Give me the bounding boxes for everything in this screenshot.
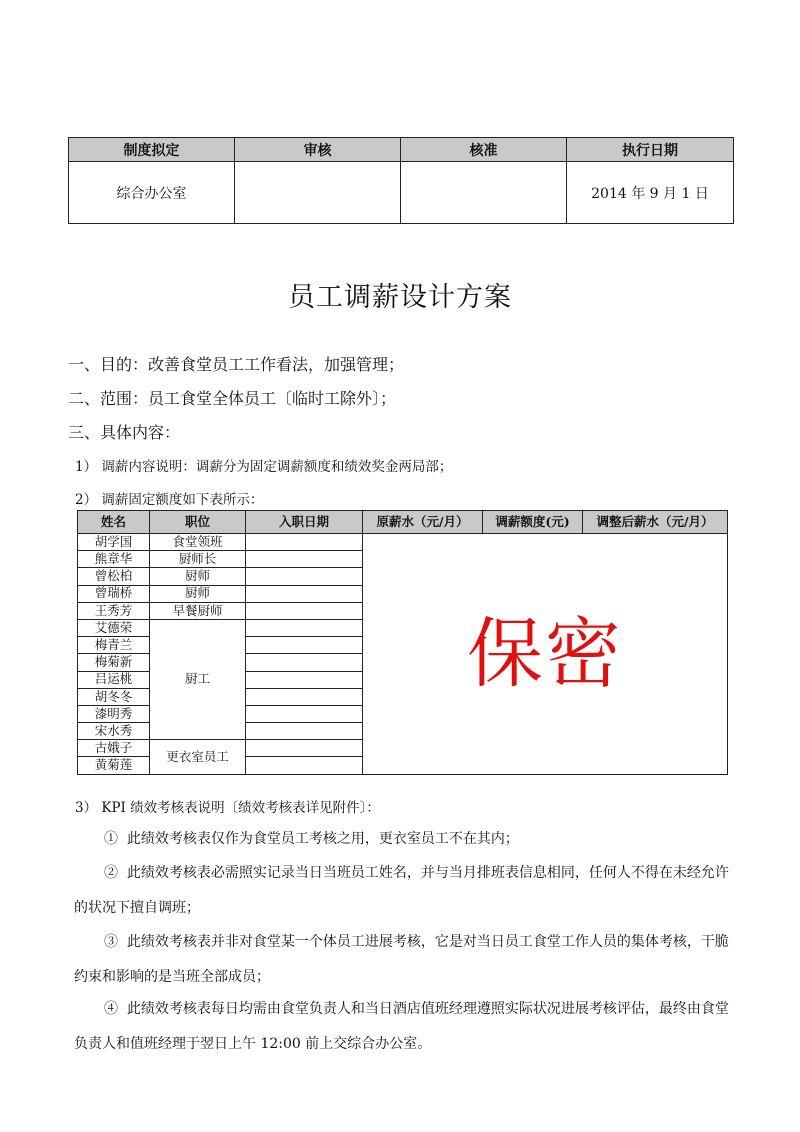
employee-name: 曾松柏 <box>78 568 150 585</box>
document-title: 员工调薪设计方案 <box>288 282 512 313</box>
employee-name: 胡学国 <box>78 534 150 551</box>
employee-name: 黄菊莲 <box>78 757 150 774</box>
salary-header-name: 姓名 <box>78 511 150 534</box>
hire-date-cell <box>246 671 363 688</box>
hire-date-cell <box>246 619 363 636</box>
paragraph-1-text: 此绩效考核表仅作为食堂员工考核之用，更衣室员工不在其内； <box>126 831 519 847</box>
employee-position: 早餐厨师 <box>150 602 246 619</box>
hire-date-cell <box>246 637 363 654</box>
hire-date-cell <box>246 534 363 551</box>
paragraph-3 <box>74 925 740 995</box>
employee-name: 吕运桃 <box>78 671 150 688</box>
employee-name: 熊章华 <box>78 551 150 568</box>
paragraph-3-number: ③ <box>104 934 118 950</box>
employee-name: 梅菊新 <box>78 654 150 671</box>
approved-by-value <box>401 162 567 224</box>
paragraph-2-number: ② <box>104 865 118 881</box>
employee-name: 王秀芳 <box>78 602 150 619</box>
employee-position: 厨师 <box>150 568 246 585</box>
hire-date-cell <box>246 740 363 757</box>
hire-date-cell <box>246 602 363 619</box>
salary-header-adjustment: 调薪额度(元) <box>483 511 583 534</box>
reviewed-by-value <box>235 162 401 224</box>
hire-date-cell <box>246 723 363 740</box>
confidential-stamp: 保密 <box>467 608 623 698</box>
section-purpose: 一、目的：改善食堂员工工作看法，加强管理； <box>68 355 405 374</box>
employee-name: 古娥子 <box>78 740 150 757</box>
header-drafted-by: 制度拟定 <box>69 138 235 162</box>
employee-name: 胡冬冬 <box>78 688 150 705</box>
paragraph-1-number: ① <box>104 831 118 847</box>
employee-name: 宋水秀 <box>78 723 150 740</box>
employee-position: 食堂领班 <box>150 534 246 551</box>
paragraph-3-text: 此绩效考核表并非对食堂某一个体员工进展考核，它是对当日员工食堂工作人员的集体考核，干脆约束和影响的是当班全部成员； <box>74 934 729 985</box>
paragraph-4-text: 此绩效考核表每日均需由食堂负责人和当日酒店值班经理遵照实际状况进展考核评估，最终由食堂负责人和值班经理于翌日上午 12:00 前上交综合办公室。 <box>74 1001 729 1052</box>
header-effective-date: 执行日期 <box>567 138 734 162</box>
section-content: 三、具体内容： <box>68 423 181 442</box>
hire-date-cell <box>246 757 363 774</box>
salary-table-wrapper <box>77 510 727 782</box>
hire-date-cell <box>246 551 363 568</box>
employee-position: 厨师 <box>150 585 246 602</box>
item-1: 1） 调薪内容说明：调薪分为固定调薪额度和绩效奖金两局部； <box>75 459 453 475</box>
hire-date-cell <box>246 654 363 671</box>
employee-name: 漆明秀 <box>78 705 150 722</box>
paragraph-4 <box>74 992 740 1062</box>
employee-position-group-cook: 厨工 <box>150 619 246 739</box>
section-scope: 二、范围：员工食堂全体员工〔临时工除外〕； <box>68 389 397 408</box>
salary-header-original-salary: 原薪水（元/月） <box>363 511 483 534</box>
employee-name: 曾瑞桥 <box>78 585 150 602</box>
employee-position-group-locker: 更衣室员工 <box>150 740 246 774</box>
employee-position: 厨师长 <box>150 551 246 568</box>
drafted-by-value: 综合办公室 <box>69 162 235 224</box>
paragraph-2 <box>74 856 740 926</box>
confidential-cell <box>363 534 728 775</box>
paragraph-1 <box>74 822 740 857</box>
paragraph-2-text: 此绩效考核表必需照实记录当日当班员工姓名，并与当月排班表信息相同，任何人不得在未经允许的状况下擅自调班； <box>74 865 729 916</box>
salary-table <box>77 510 728 775</box>
item-3: 3） KPI 绩效考核表说明〔绩效考核表详见附件〕： <box>75 800 380 816</box>
salary-header-position: 职位 <box>150 511 246 534</box>
paragraph-4-number: ④ <box>104 1001 118 1017</box>
salary-header-hire-date: 入职日期 <box>246 511 363 534</box>
salary-header-adjusted-salary: 调整后薪水（元/月） <box>583 511 728 534</box>
header-reviewed-by: 审核 <box>235 138 401 162</box>
effective-date-value: 2014 年 9 月 1 日 <box>567 162 734 224</box>
employee-name: 艾德荣 <box>78 619 150 636</box>
header-approved-by: 核准 <box>401 138 567 162</box>
hire-date-cell <box>246 688 363 705</box>
item-2: 2） 调薪固定额度如下表所示： <box>75 492 264 508</box>
approval-table <box>68 137 734 224</box>
hire-date-cell <box>246 585 363 602</box>
hire-date-cell <box>246 568 363 585</box>
employee-name: 梅青兰 <box>78 637 150 654</box>
hire-date-cell <box>246 705 363 722</box>
